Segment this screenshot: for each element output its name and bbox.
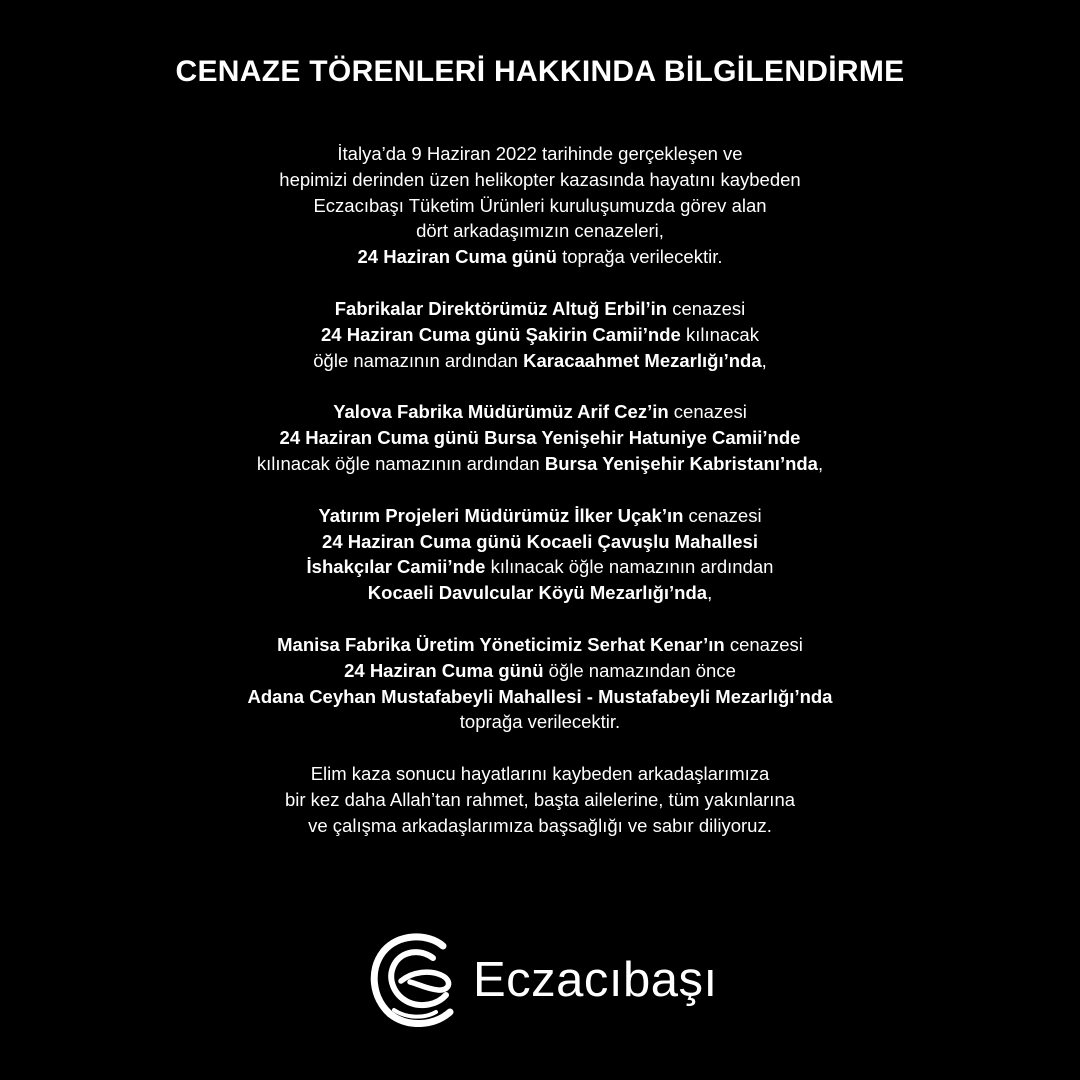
funeral-line [0, 580, 1080, 606]
announcement-body [0, 141, 1080, 865]
funeral-text: cenazesi [667, 297, 746, 319]
cemetery-name: Karacaahmet Mezarlığı’nda [523, 349, 762, 371]
funeral-paragraph-4 [0, 632, 1080, 735]
funeral-line [0, 322, 1080, 348]
funeral-text: öğle namazının ardından [313, 349, 524, 371]
funeral-line [0, 554, 1080, 580]
person-name: Yatırım Projeleri Müdürümüz İlker Uçak’ın [318, 504, 684, 526]
cemetery-name: Bursa Yenişehir Kabristanı’nda [544, 452, 818, 474]
mosque-name: İshakçılar Camii’nde [306, 556, 486, 578]
funeral-line [0, 503, 1080, 529]
closing-line: ve çalışma arkadaşlarımıza başsağlığı ve sabır diliyoruz. [308, 814, 772, 836]
person-name: Fabrikalar Direktörümüz Altuğ Erbil’in [334, 297, 668, 319]
funeral-line [0, 632, 1080, 658]
intro-line: İtalya’da 9 Haziran 2022 tarihinde gerçekleşen ve [337, 143, 743, 164]
funeral-text: , [817, 452, 824, 474]
closing-line: Elim kaza sonucu hayatlarını kaybeden arkadaşlarımıza [310, 763, 770, 785]
funeral-text: öğle namazından önce [543, 659, 736, 681]
intro-text: toprağa verilecektir. [556, 246, 723, 268]
person-name: Manisa Fabrika Üretim Yöneticimiz Serhat Kenar’ın [277, 633, 725, 655]
funeral-text: , [707, 582, 713, 604]
funeral-line [0, 451, 1080, 477]
eczacibasi-logo-icon [370, 932, 460, 1027]
eczacibasi-logo [370, 932, 718, 1027]
funeral-text: cenazesi [668, 401, 747, 423]
funeral-date: 24 Haziran Cuma günü [357, 246, 557, 268]
page-title: CENAZE TÖRENLERİ HAKKINDA BİLGİLENDİRME [175, 55, 905, 88]
funeral-line [0, 296, 1080, 322]
intro-line: hepimizi derinden üzen helikopter kazasında hayatını kaybeden [279, 168, 801, 190]
logo-wordmark: Eczacıbaşı [473, 953, 718, 1007]
funeral-text: cenazesi [724, 633, 803, 655]
funeral-line [0, 348, 1080, 374]
funeral-text: kılınacak öğle namazının ardından [256, 452, 545, 474]
funeral-paragraph-3 [0, 503, 1080, 606]
ceremony-location: 24 Haziran Cuma günü Kocaeli Çavuşlu Mahallesi [322, 530, 758, 552]
funeral-line [0, 399, 1080, 425]
funeral-paragraph-1 [0, 296, 1080, 373]
person-name: Yalova Fabrika Müdürümüz Arif Cez’in [333, 401, 669, 423]
funeral-text: kılınacak öğle namazının ardından [485, 556, 774, 578]
intro-line [0, 244, 1080, 270]
closing-paragraph [0, 761, 1080, 838]
funeral-line: toprağa verilecektir. [459, 711, 621, 733]
funeral-text: , [761, 349, 767, 371]
cemetery-name: Kocaeli Davulcular Köyü Mezarlığı’nda [367, 582, 708, 604]
funeral-paragraph-2 [0, 399, 1080, 476]
funeral-text: cenazesi [683, 504, 762, 526]
funeral-date: 24 Haziran Cuma günü [344, 659, 544, 681]
intro-line: dört arkadaşımızın cenazeleri, [416, 220, 664, 242]
ceremony-location: 24 Haziran Cuma günü Bursa Yenişehir Hatuniye Camii’nde [279, 427, 801, 449]
intro-line: Eczacıbaşı Tüketim Ürünleri kuruluşumuzda görev alan [313, 194, 767, 216]
funeral-line [0, 658, 1080, 684]
intro-paragraph [0, 141, 1080, 270]
cemetery-name: Adana Ceyhan Mustafabeyli Mahallesi - Mustafabeyli Mezarlığı’nda [247, 685, 833, 707]
funeral-text: kılınacak [680, 323, 759, 345]
closing-line: bir kez daha Allah’tan rahmet, başta ailelerine, tüm yakınlarına [284, 788, 796, 810]
ceremony-location: 24 Haziran Cuma günü Şakirin Camii’nde [321, 323, 681, 345]
